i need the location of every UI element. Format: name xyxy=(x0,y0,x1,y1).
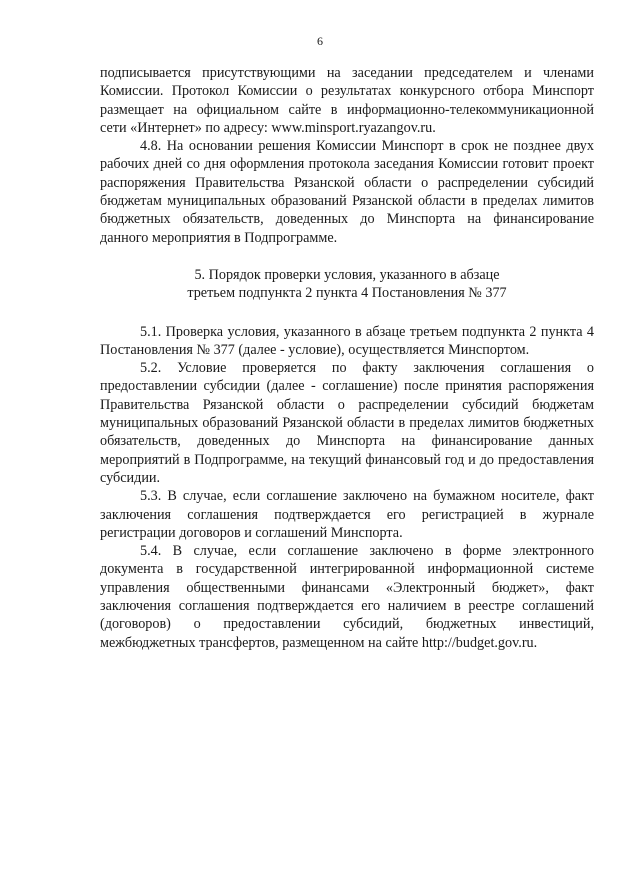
document-body xyxy=(100,64,594,652)
section-5-heading xyxy=(100,266,594,303)
paragraph-5-3: 5.3. В случае, если соглашение заключено на бумажном носителе, факт заключения соглашения подтверждается его регистрацией в журнале регистрации договоров и соглашений Минспорта. xyxy=(100,488,594,541)
paragraph-5-2: 5.2. Условие проверяется по факту заключения соглашения о предоставлении субсидии (далее - соглашение) после принятия распоряжения Правительства Рязанской области о распределении субсидий бюджетам муниципальных образований Рязанской области в пределах лимитов бюджетных обязательств, доведенных до Минспорта на финансирование данных мероприятий в Подпрограмме, на текущий финансовый год и до предоставления субсидии. xyxy=(100,360,594,486)
paragraph-4-8: 4.8. На основании решения Комиссии Минспорт в срок не позднее двух рабочих дней со дня оформления протокола заседания Комиссии готовит проект распоряжения Правительства Рязанской области о распределении субсидий бюджетам муниципальных образований Рязанской области в пределах лимитов бюджетных обязательств, доведенных до Минспорта на финансирование данного мероприятия в Подпрограмме. xyxy=(100,138,594,246)
section-5-heading-line-2: третьем подпункта 2 пункта 4 Постановления № 377 xyxy=(187,285,507,302)
paragraph-5-4: 5.4. В случае, если соглашение заключено в форме электронного документа в государственной интегрированной информационной системе управления общественными финансами «Электронный бюджет», факт заключения соглашения подтверждается его наличием в реестре соглашений (договоров) о предоставлении субсидий, бюджетных инвестиций, межбюджетных трансфертов, размещенном на сайте http://budget.gov.ru. xyxy=(100,543,594,651)
page-number: 6 xyxy=(317,34,323,48)
paragraph-continuation: подписывается присутствующими на заседании председателем и членами Комиссии. Протокол Комиссии о результатах конкурсного отбора Минспорт размещает на официальном сайте в информационно-телекоммуникационной сети «Интернет» по адресу: www.minsport.ryazangov.ru. xyxy=(100,65,594,136)
section-5-heading-line-1: 5. Порядок проверки условия, указанного в абзаце xyxy=(194,266,500,283)
paragraph-5-1: 5.1. Проверка условия, указанного в абзаце третьем подпункта 2 пункта 4 Постановления № 377 (далее - условие), осуществляется Минспортом. xyxy=(100,323,594,358)
